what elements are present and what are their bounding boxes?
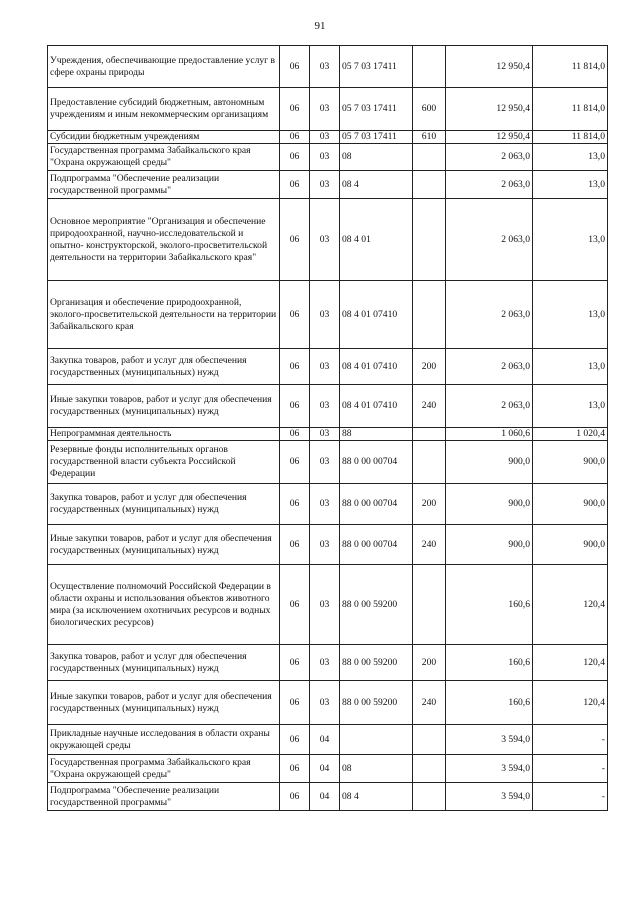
table-row [48, 88, 608, 131]
row-amount-2-cell: 13,0 [533, 144, 608, 171]
table-row [48, 199, 608, 281]
row-amount-1-cell: 2 063,0 [446, 349, 533, 385]
row-expense-type-cell [413, 783, 446, 811]
row-subsection-cell: 03 [310, 144, 340, 171]
table-row [48, 46, 608, 88]
row-name-cell: Закупка товаров, работ и услуг для обеспечения государственных (муниципальных) нужд [48, 349, 280, 385]
row-section-cell: 06 [280, 565, 310, 645]
row-amount-1-cell: 2 063,0 [446, 281, 533, 349]
row-target-article-cell: 88 [340, 428, 413, 441]
row-section-cell: 06 [280, 144, 310, 171]
row-expense-type-cell [413, 441, 446, 484]
row-subsection-cell: 03 [310, 645, 340, 681]
row-name-cell: Иные закупки товаров, работ и услуг для обеспечения государственных (муниципальных) нужд [48, 525, 280, 565]
row-expense-type-cell: 240 [413, 525, 446, 565]
row-subsection-cell: 03 [310, 525, 340, 565]
row-amount-1-cell: 3 594,0 [446, 755, 533, 783]
row-amount-2-cell: 13,0 [533, 281, 608, 349]
row-subsection-cell: 03 [310, 349, 340, 385]
row-name-cell: Иные закупки товаров, работ и услуг для обеспечения государственных (муниципальных) нужд [48, 385, 280, 428]
row-target-article-cell: 88 0 00 59200 [340, 681, 413, 725]
row-subsection-cell: 03 [310, 385, 340, 428]
row-target-article-cell: 08 4 01 [340, 199, 413, 281]
table-row [48, 144, 608, 171]
row-amount-1-cell: 2 063,0 [446, 144, 533, 171]
row-expense-type-cell [413, 281, 446, 349]
row-subsection-cell: 03 [310, 88, 340, 131]
row-name-cell: Резервные фонды исполнительных органов государственной власти субъекта Российской Федерации [48, 441, 280, 484]
row-amount-1-cell: 160,6 [446, 645, 533, 681]
row-amount-1-cell: 2 063,0 [446, 385, 533, 428]
row-name-cell: Закупка товаров, работ и услуг для обеспечения государственных (муниципальных) нужд [48, 484, 280, 525]
row-expense-type-cell [413, 144, 446, 171]
row-amount-1-cell: 1 060,6 [446, 428, 533, 441]
row-expense-type-cell: 240 [413, 385, 446, 428]
row-section-cell: 06 [280, 46, 310, 88]
row-section-cell: 06 [280, 199, 310, 281]
row-amount-1-cell: 2 063,0 [446, 199, 533, 281]
budget-table [47, 45, 608, 811]
row-amount-2-cell: - [533, 783, 608, 811]
table-row [48, 281, 608, 349]
row-amount-2-cell: 900,0 [533, 525, 608, 565]
row-target-article-cell: 08 4 01 07410 [340, 281, 413, 349]
row-section-cell: 06 [280, 681, 310, 725]
row-target-article-cell: 08 [340, 755, 413, 783]
row-amount-1-cell: 2 063,0 [446, 171, 533, 199]
row-amount-2-cell: 11 814,0 [533, 46, 608, 88]
row-amount-2-cell: 900,0 [533, 441, 608, 484]
row-amount-1-cell: 160,6 [446, 565, 533, 645]
row-amount-2-cell: 120,4 [533, 645, 608, 681]
row-amount-1-cell: 3 594,0 [446, 783, 533, 811]
row-name-cell: Осуществление полномочий Российской Федерации в области охраны и использования объектов животного мира (за исключением охотничьих ресурсов и водных биологических ресурсов) [48, 565, 280, 645]
row-section-cell: 06 [280, 171, 310, 199]
row-amount-2-cell: 1 020,4 [533, 428, 608, 441]
row-amount-2-cell: 13,0 [533, 171, 608, 199]
row-expense-type-cell [413, 46, 446, 88]
row-expense-type-cell: 200 [413, 645, 446, 681]
row-amount-2-cell: 900,0 [533, 484, 608, 525]
row-target-article-cell: 08 4 [340, 171, 413, 199]
table-row [48, 171, 608, 199]
row-target-article-cell: 88 0 00 59200 [340, 565, 413, 645]
table-row [48, 525, 608, 565]
row-expense-type-cell: 600 [413, 88, 446, 131]
row-name-cell: Иные закупки товаров, работ и услуг для обеспечения государственных (муниципальных) нужд [48, 681, 280, 725]
row-subsection-cell: 04 [310, 725, 340, 755]
row-expense-type-cell: 240 [413, 681, 446, 725]
row-target-article-cell: 88 0 00 00704 [340, 484, 413, 525]
row-subsection-cell: 03 [310, 281, 340, 349]
row-section-cell: 06 [280, 385, 310, 428]
row-amount-2-cell: 120,4 [533, 681, 608, 725]
row-amount-1-cell: 900,0 [446, 484, 533, 525]
row-amount-1-cell: 12 950,4 [446, 131, 533, 144]
row-amount-2-cell: 11 814,0 [533, 131, 608, 144]
row-name-cell: Предоставление субсидий бюджетным, автономным учреждениям и иным некоммерческим организациям [48, 88, 280, 131]
row-expense-type-cell [413, 171, 446, 199]
row-amount-1-cell: 160,6 [446, 681, 533, 725]
row-amount-1-cell: 900,0 [446, 525, 533, 565]
row-amount-2-cell: 11 814,0 [533, 88, 608, 131]
row-section-cell: 06 [280, 349, 310, 385]
table-row [48, 755, 608, 783]
row-expense-type-cell [413, 725, 446, 755]
table-row [48, 385, 608, 428]
row-subsection-cell: 03 [310, 428, 340, 441]
row-amount-1-cell: 900,0 [446, 441, 533, 484]
row-section-cell: 06 [280, 281, 310, 349]
row-amount-2-cell: - [533, 725, 608, 755]
row-amount-2-cell: 13,0 [533, 385, 608, 428]
row-expense-type-cell [413, 755, 446, 783]
row-expense-type-cell: 200 [413, 349, 446, 385]
row-name-cell: Непрограммная деятельность [48, 428, 280, 441]
row-amount-2-cell: - [533, 755, 608, 783]
row-section-cell: 06 [280, 783, 310, 811]
table-row [48, 645, 608, 681]
row-target-article-cell: 05 7 03 17411 [340, 88, 413, 131]
row-expense-type-cell [413, 199, 446, 281]
row-subsection-cell: 03 [310, 199, 340, 281]
row-section-cell: 06 [280, 441, 310, 484]
row-amount-1-cell: 3 594,0 [446, 725, 533, 755]
row-subsection-cell: 03 [310, 681, 340, 725]
row-target-article-cell: 05 7 03 17411 [340, 131, 413, 144]
budget-table-body [48, 46, 608, 811]
row-section-cell: 06 [280, 131, 310, 144]
table-row [48, 484, 608, 525]
row-target-article-cell: 88 0 00 00704 [340, 525, 413, 565]
page-number: 91 [314, 20, 326, 32]
row-subsection-cell: 03 [310, 171, 340, 199]
row-target-article-cell [340, 725, 413, 755]
row-section-cell: 06 [280, 725, 310, 755]
row-name-cell: Основное мероприятие "Организация и обеспечение природоохранной, научно-исследовательской и опытно- конструкторской, эколого-просветительской деятельности на территории Забайкальского края" [48, 199, 280, 281]
row-name-cell: Организация и обеспечение природоохранной, эколого-просветительской деятельности на территории Забайкальского края [48, 281, 280, 349]
table-row [48, 681, 608, 725]
row-section-cell: 06 [280, 428, 310, 441]
row-section-cell: 06 [280, 525, 310, 565]
row-target-article-cell: 88 0 00 00704 [340, 441, 413, 484]
row-target-article-cell: 08 [340, 144, 413, 171]
row-name-cell: Субсидии бюджетным учреждениям [48, 131, 280, 144]
row-target-article-cell: 08 4 01 07410 [340, 349, 413, 385]
row-subsection-cell: 03 [310, 441, 340, 484]
row-expense-type-cell: 200 [413, 484, 446, 525]
row-subsection-cell: 04 [310, 783, 340, 811]
row-subsection-cell: 03 [310, 484, 340, 525]
table-row [48, 349, 608, 385]
table-row [48, 725, 608, 755]
row-section-cell: 06 [280, 645, 310, 681]
row-target-article-cell: 88 0 00 59200 [340, 645, 413, 681]
row-section-cell: 06 [280, 484, 310, 525]
row-name-cell: Прикладные научные исследования в области охраны окружающей среды [48, 725, 280, 755]
table-row [48, 565, 608, 645]
row-amount-2-cell: 120,4 [533, 565, 608, 645]
row-subsection-cell: 03 [310, 131, 340, 144]
row-name-cell: Государственная программа Забайкальского края "Охрана окружающей среды" [48, 755, 280, 783]
row-target-article-cell: 05 7 03 17411 [340, 46, 413, 88]
row-name-cell: Подпрограмма "Обеспечение реализации государственной программы" [48, 171, 280, 199]
table-row [48, 428, 608, 441]
row-target-article-cell: 08 4 [340, 783, 413, 811]
row-name-cell: Закупка товаров, работ и услуг для обеспечения государственных (муниципальных) нужд [48, 645, 280, 681]
row-name-cell: Подпрограмма "Обеспечение реализации государственной программы" [48, 783, 280, 811]
row-amount-2-cell: 13,0 [533, 349, 608, 385]
row-amount-2-cell: 13,0 [533, 199, 608, 281]
row-section-cell: 06 [280, 755, 310, 783]
row-subsection-cell: 03 [310, 46, 340, 88]
row-subsection-cell: 04 [310, 755, 340, 783]
row-name-cell: Государственная программа Забайкальского края "Охрана окружающей среды" [48, 144, 280, 171]
row-expense-type-cell [413, 565, 446, 645]
row-expense-type-cell: 610 [413, 131, 446, 144]
row-target-article-cell: 08 4 01 07410 [340, 385, 413, 428]
row-expense-type-cell [413, 428, 446, 441]
row-amount-1-cell: 12 950,4 [446, 46, 533, 88]
row-section-cell: 06 [280, 88, 310, 131]
table-row [48, 131, 608, 144]
row-subsection-cell: 03 [310, 565, 340, 645]
row-amount-1-cell: 12 950,4 [446, 88, 533, 131]
table-row [48, 441, 608, 484]
row-name-cell: Учреждения, обеспечивающие предоставление услуг в сфере охраны природы [48, 46, 280, 88]
table-row [48, 783, 608, 811]
